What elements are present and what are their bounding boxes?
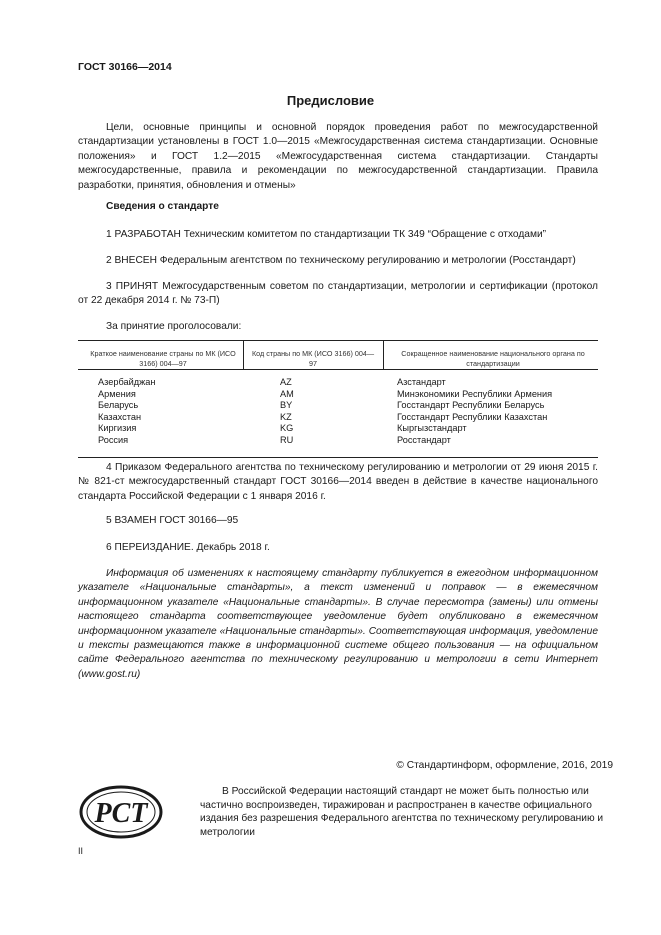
- rst-logo-icon: [78, 784, 164, 840]
- table-cell-agency: Минэкономики Республики Армения: [397, 388, 553, 399]
- copyright-line: © Стандартинформ, оформление, 2016, 2019: [396, 760, 613, 771]
- header-agency: Сокращенное наименование национального органа по стандартизации: [401, 349, 585, 368]
- table-cell-agency: Госстандарт Республики Казахстан: [397, 411, 548, 422]
- logo-text: РСТ: [94, 798, 148, 829]
- item-reissue: 6 ПЕРЕИЗДАНИЕ. Декабрь 2018 г.: [106, 542, 270, 553]
- table-cell-agency: Азстандарт: [397, 377, 446, 387]
- item-introduced: 2 ВНЕСЕН Федеральным агентством по техническому регулированию и метрологии (Росстандарт): [106, 255, 576, 266]
- page-number: II: [78, 846, 84, 856]
- page-title: Предисловие: [286, 93, 375, 108]
- table-cell-agency: Кыргызстандарт: [397, 423, 467, 434]
- table-cell-code: RU: [280, 434, 294, 445]
- table-cell-country: Киргизия: [98, 423, 137, 434]
- standard-code-header: ГОСТ 30166—2014: [78, 61, 172, 73]
- table-cell-code: BY: [280, 400, 293, 411]
- country-code-column: [280, 377, 294, 447]
- table-cell-code: AZ: [280, 377, 292, 387]
- table-cell-country: Беларусь: [98, 400, 139, 411]
- table-cell-agency: Росстандарт: [397, 434, 451, 445]
- about-standard-heading: Сведения о стандарте: [106, 201, 219, 212]
- table-cell-code: AM: [280, 388, 294, 399]
- item-adopted: 3 ПРИНЯТ Межгосударственным советом по стандартизации, метрологии и сертификации (протокол от 22 декабря 2014 г. № 73-П): [78, 281, 598, 307]
- table-cell-code: KG: [280, 423, 294, 434]
- item-enacted: 4 Приказом Федерального агентства по техническому регулированию и метрологии от 29 июня 2015 г. № 821-ст межгосударственный стандарт ГОСТ 30166—2014 введен в действие в качестве национального стандарта Российской Федерации с 1 января 2016 г.: [78, 462, 598, 502]
- table-cell-agency: Госстандарт Республики Беларусь: [397, 400, 545, 411]
- header-country-name: Краткое наименование страны по МК (ИСО 3166) 004—97: [90, 349, 236, 368]
- table-cell-country: Россия: [98, 434, 129, 445]
- country-name-column: [98, 377, 155, 447]
- voted-label: За принятие проголосовали:: [106, 321, 242, 332]
- intro-paragraph: Цели, основные принципы и основной порядок проведения работ по межгосударственной стандартизации установлены в ГОСТ 1.0—2015 «Межгосударственная система стандартизации. Основные положения» и ГОСТ 1.2—2015 «Межгосударственная система стандартизации. Стандарты межгосударственные, правила и рекомендации по межгосударственной стандартизации. Правила разработки, принятия, обновления и отмены»: [78, 122, 598, 191]
- information-note: Информация об изменениях к настоящему стандарту публикуется в ежегодном информационном указателе «Национальные стандарты», а текст изменений и поправок — в ежемесячном информационном указателе «Национальные стандарты». В случае пересмотра (замены) или отмены настоящего стандарта соответствующее уведомление будет опубликовано в ежемесячном информационном указателе «Национальные стандарты». Соответствующая информация, уведомление и тексты размещаются также в информационной системе общего пользования — на официальном сайте Федерального агентства по техническому регулированию и метрологии в сети Интернет (www.gost.ru): [78, 568, 598, 680]
- reproduction-notice: В Российской Федерации настоящий стандарт не может быть полностью или частично воспроизведен, тиражирован и распространен в качестве официального издания без разрешения Федерального агентства по техническому регулированию и метрологии: [200, 786, 604, 838]
- agency-column: [397, 377, 552, 447]
- item-replaces: 5 ВЗАМЕН ГОСТ 30166—95: [106, 515, 239, 526]
- table-cell-country: Азербайджан: [98, 377, 156, 387]
- table-cell-country: Казахстан: [98, 411, 142, 422]
- table-cell-country: Армения: [98, 388, 136, 399]
- item-developed: 1 РАЗРАБОТАН Техническим комитетом по стандартизации ТК 349 “Обращение с отходами”: [106, 229, 547, 240]
- rst-certification-logo: [78, 784, 164, 840]
- header-country-code: Код страны по МК (ИСО 3166) 004—97: [251, 349, 375, 368]
- member-states-table: [78, 340, 598, 458]
- table-cell-code: KZ: [280, 411, 292, 422]
